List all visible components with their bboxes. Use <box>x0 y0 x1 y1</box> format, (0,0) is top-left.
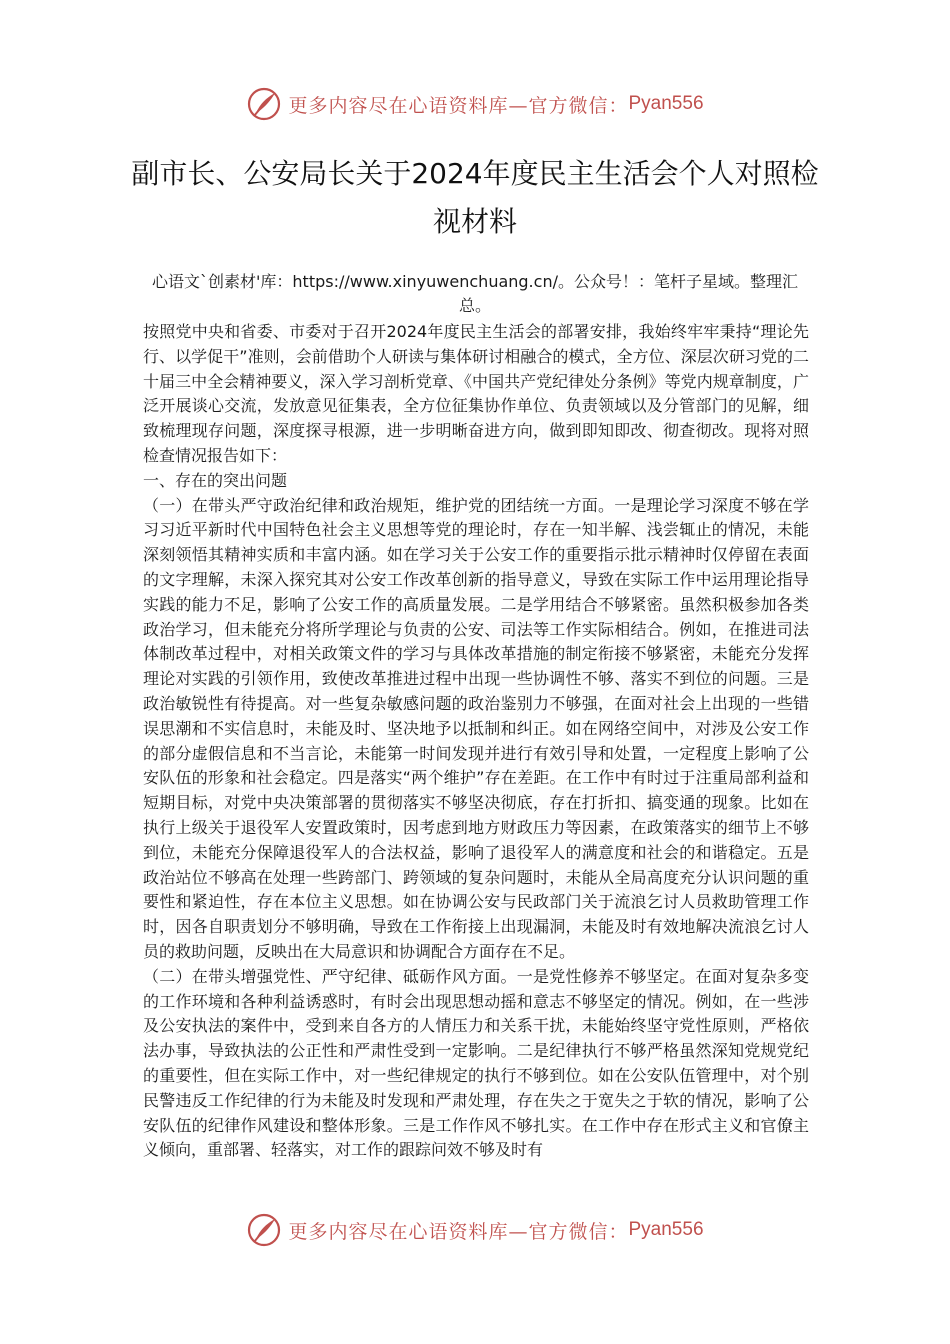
feather-logo-icon <box>246 1212 282 1248</box>
document-body <box>143 320 809 1163</box>
body-paragraph: （一）在带头严守政治纪律和政治规矩，维护党的团结统一方面。一是理论学习深度不够在学习习近平新时代中国特色社会主义思想等党的理论时，存在一知半解、浅尝辄止的情况，未能深刻领悟其精神实质和丰富内涵。如在学习关于公安工作的重要指示批示精神时仅停留在表面的文字理解，未深入探究其对公安工作改革创新的指导意义，导致在实际工作中运用理论指导实践的能力不足，影响了公安工作的高质量发展。二是学用结合不够紧密。虽然积极参加各类政治学习，但未能充分将所学理论与负责的公安、司法等工作实际相结合。例如，在推进司法体制改革过程中，对相关政策文件的学习与具体改革措施的制定衔接不够紧密，未能充分发挥理论对实践的引领作用，致使改革推进过程中出现一些协调性不够、落实不到位的问题。三是政治敏锐性有待提高。对一些复杂敏感问题的政治鉴别力不够强，在面对社会上出现的一些错误思潮和不实信息时，未能及时、坚决地予以抵制和纠正。如在网络空间中，对涉及公安工作的部分虚假信息和不当言论，未能第一时间发现并进行有效引导和处置，一定程度上影响了公安队伍的形象和社会稳定。四是落实“两个维护”存在差距。在工作中有时过于注重局部利益和短期目标，对党中央决策部署的贯彻落实不够坚决彻底，存在打折扣、搞变通的现象。比如在执行上级关于退役军人安置政策时，因考虑到地方财政压力等因素，在政策落实的细节上不够到位，未能充分保障退役军人的合法权益，影响了退役军人的满意度和社会的和谐稳定。五是政治站位不够高在处理一些跨部门、跨领域的复杂问题时，未能从全局高度充分认识问题的重要性和紧迫性，存在本位主义思想。如在协调公安与民政部门关于流浪乞讨人员救助管理工作时，因各自职责划分不够明确，导致在工作衔接上出现漏洞，未能及时有效地解决流浪乞讨人员的救助问题，反映出在大局意识和协调配合方面存在不足。 <box>143 495 809 961</box>
body-paragraph: （二）在带头增强党性、严守纪律、砥砺作风方面。一是党性修养不够坚定。在面对复杂多变的工作环境和各种利益诱惑时，有时会出现思想动摇和意志不够坚定的情况。例如，在一些涉及公安执法的案件中，受到来自各方的人情压力和关系干扰，未能始终坚守党性原则，严格依法办事，导致执法的公正性和严肃性受到一定影响。二是纪律执行不够严格虽然深知党规党纪的重要性，但在实际工作中，对一些纪律规定的执行不够到位。如在公安队伍管理中，对个别民警违反工作纪律的行为未能及时发现和严肃处理，存在失之于宽失之于软的情况，影响了公安队伍的纪律作风建设和整体形象。三是工作作风不够扎实。在工作中存在形式主义和官僚主义倾向，重部署、轻落实，对工作的跟踪问效不够及时有 <box>143 966 809 1160</box>
intro-paragraph: 按照党中央和省委、市委对于召开2024年度民主生活会的部署安排，我始终牢牢秉持“理论先行、以学促干”准则，会前借助个人研读与集体研讨相融合的模式，全方位、深层次研习党的二十届三中全会精神要义，深入学习剖析党章、《中国共产党纪律处分条例》等党内规章制度，广泛开展谈心交流，发放意见征集表，全方位征集协作单位、负责领域以及分管部门的见解，细致梳理现存问题，深度探寻根源，进一步明晰奋进方向，做到即知即改、彻查彻改。现将对照检查情况报告如下： <box>143 322 809 465</box>
banner-wechat-handle: Pyan556 <box>628 1219 704 1240</box>
banner-wechat-handle: Pyan556 <box>628 93 704 114</box>
feather-logo-icon <box>246 86 282 122</box>
footer-banner <box>0 1210 950 1250</box>
banner-text: 更多内容尽在心语资料库—官方微信： <box>288 1220 629 1243</box>
banner-text: 更多内容尽在心语资料库—官方微信： <box>288 94 629 117</box>
source-line: 心语文`创素材'库：https://www.xinyuwenchuang.cn/。公众号！：笔杆子星域。整理汇总。 <box>152 272 798 315</box>
header-banner <box>0 84 950 124</box>
document-title: 副市长、公安局长关于2024年度民主生活会个人对照检视材料 <box>131 157 819 238</box>
section-heading: 一、存在的突出问题 <box>143 470 288 490</box>
